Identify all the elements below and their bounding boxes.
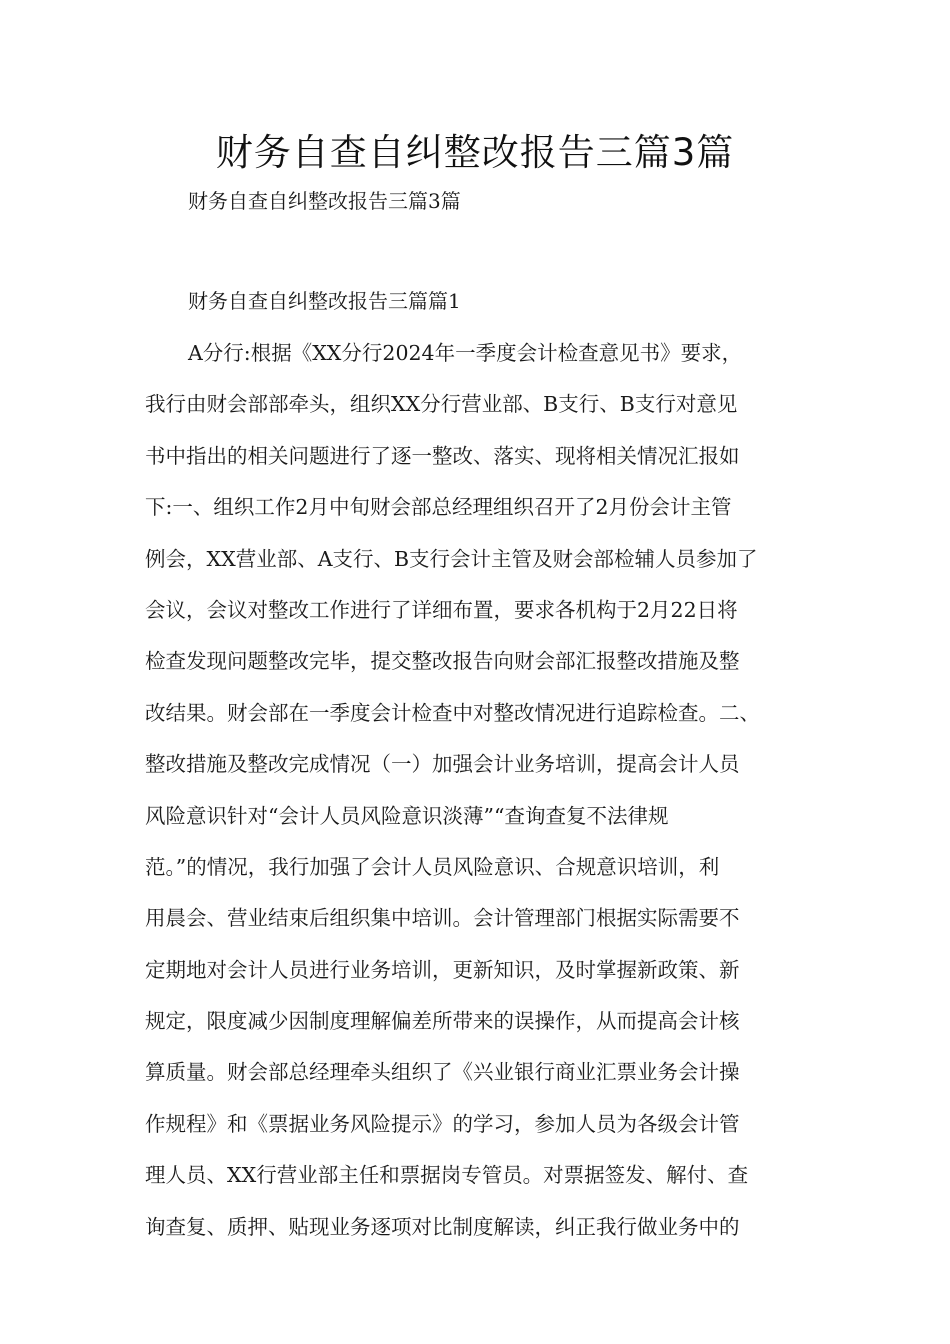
body-line: 理人员、XX行营业部主任和票据岗专管员。对票据签发、解付、查	[145, 1163, 749, 1188]
body-line: 整改措施及整改完成情况（一）加强会计业务培训，提高会计人员	[145, 752, 740, 777]
body-line: 例会，XX营业部、A支行、B支行会计主管及财会部检辅人员参加了	[145, 546, 758, 571]
body-line: 下:一、组织工作2月中旬财会部总经理组织召开了2月份会计主管	[145, 495, 732, 520]
body-line: 改结果。财会部在一季度会计检查中对整改情况进行追踪检查。二、	[145, 700, 760, 725]
body-line: 会议，会议对整改工作进行了详细布置，要求各机构于2月22日将	[145, 597, 738, 622]
body-line: 算质量。财会部总经理牵头组织了《兴业银行商业汇票业务会计操	[145, 1060, 740, 1085]
body-line: 询查复、质押、贴现业务逐项对比制度解读，纠正我行做业务中的	[145, 1214, 740, 1239]
body-line: 书中指出的相关问题进行了逐一整改、落实、现将相关情况汇报如	[145, 443, 740, 468]
body-text	[145, 336, 835, 1261]
body-line: 规定，限度减少因制度理解偏差所带来的误操作，从而提高会计核	[145, 1009, 740, 1034]
body-line: 作规程》和《票据业务风险提示》的学习，参加人员为各级会计管	[145, 1111, 740, 1136]
body-line: 风险意识针对“会计人员风险意识淡薄”“查询查复不法律规	[145, 803, 669, 828]
body-line: 定期地对会计人员进行业务培训，更新知识，及时掌握新政策、新	[145, 957, 740, 982]
body-line: 范。”的情况，我行加强了会计人员风险意识、合规意识培训，利	[145, 854, 720, 879]
body-line: A分行:根据《XX分行2024年一季度会计检查意见书》要求，	[188, 341, 743, 365]
body-line: 用晨会、营业结束后组织集中培训。会计管理部门根据实际需要不	[145, 906, 740, 931]
document-title: 财务自查自纠整改报告三篇3篇	[215, 131, 735, 174]
body-line: 我行由财会部部牵头，组织XX分行营业部、B支行、B支行对意见	[145, 392, 738, 417]
body-line: 检查发现问题整改完毕，提交整改报告向财会部汇报整改措施及整	[145, 649, 740, 674]
section-heading: 财务自查自纠整改报告三篇篇1	[188, 289, 461, 313]
document-subtitle: 财务自查自纠整改报告三篇3篇	[188, 189, 461, 213]
